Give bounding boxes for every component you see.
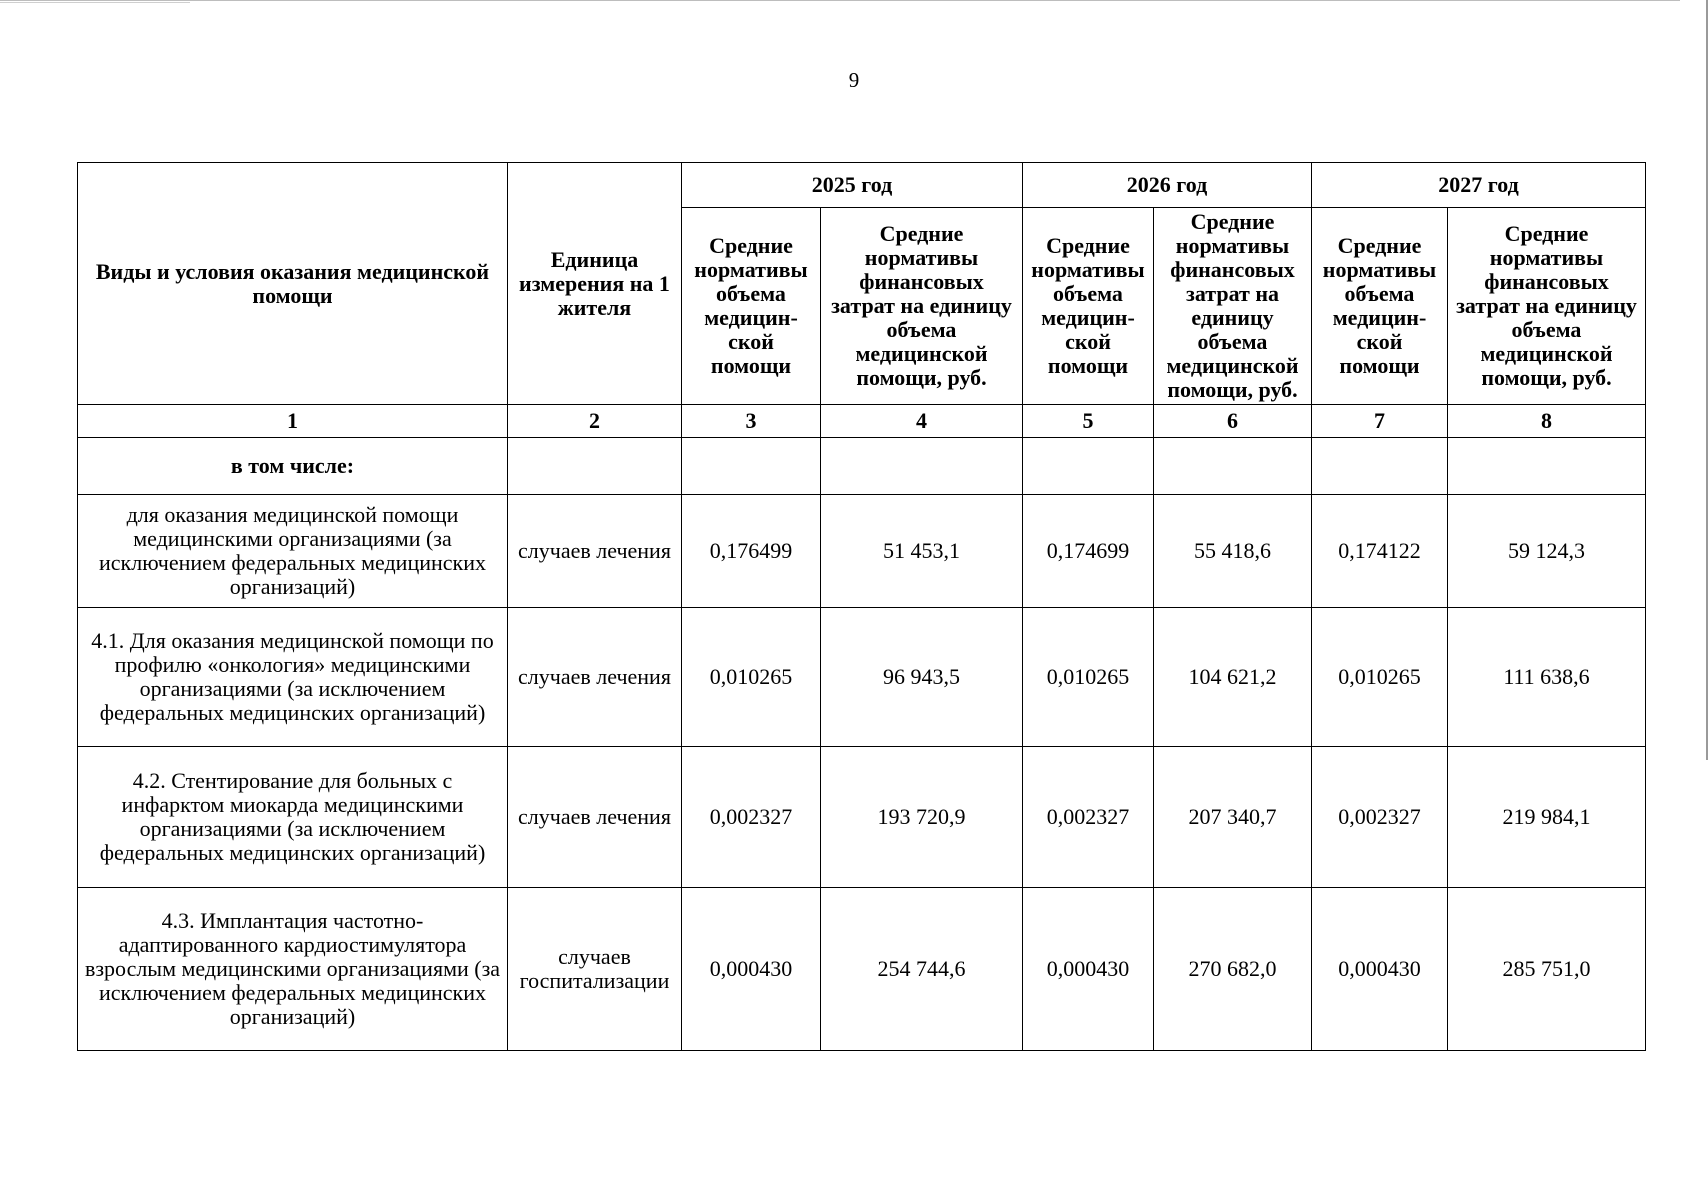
col-number-2: 2 [508, 405, 682, 438]
subtitle-label: в том числе: [78, 438, 508, 495]
cost-2026: 55 418,6 [1154, 495, 1312, 608]
scan-edge-top [0, 0, 1680, 1]
empty-cell [682, 438, 821, 495]
cost-2027: 59 124,3 [1448, 495, 1646, 608]
volume-2025: 0,000430 [682, 888, 821, 1051]
row-unit: случаев госпитализации [508, 888, 682, 1051]
row-name: 4.3. Имплантация частотно-адаптированного кардиостимулятора взрослым медицинскими организациями (за исключением федеральных медицинских организаций) [78, 888, 508, 1051]
volume-2025: 0,002327 [682, 747, 821, 888]
volume-2027: 0,010265 [1312, 608, 1448, 747]
header-cost-2026: Средние нормативы финансовых затрат на единицу объема медицинской помощи, руб. [1154, 208, 1312, 405]
volume-2026: 0,002327 [1023, 747, 1154, 888]
empty-cell [508, 438, 682, 495]
row-unit: случаев лечения [508, 747, 682, 888]
volume-2027: 0,002327 [1312, 747, 1448, 888]
subtitle-row [78, 438, 1646, 495]
scan-edge-top-fragment [0, 2, 190, 3]
page-number: 9 [848, 68, 860, 92]
cost-2025: 254 744,6 [821, 888, 1023, 1051]
row-name: для оказания медицинской помощи медицинскими организациями (за исключением федеральных медицинских организаций) [78, 495, 508, 608]
header-cost-2025: Средние нормативы финансовых затрат на единицу объема медицинской помощи, руб. [821, 208, 1023, 405]
header-volume-2027: Средние нормативы объема медицин-ской помощи [1312, 208, 1448, 405]
col-number-3: 3 [682, 405, 821, 438]
row-name: 4.2. Стентирование для больных с инфарктом миокарда медицинскими организациями (за исключением федеральных медицинских организаций) [78, 747, 508, 888]
cost-2026: 207 340,7 [1154, 747, 1312, 888]
header-row-years [78, 163, 1646, 208]
col-number-5: 5 [1023, 405, 1154, 438]
empty-cell [1023, 438, 1154, 495]
header-unit: Единица измерения на 1 жителя [508, 163, 682, 405]
header-volume-2025: Средние нормативы объема медицин-ской помощи [682, 208, 821, 405]
col-number-4: 4 [821, 405, 1023, 438]
empty-cell [1154, 438, 1312, 495]
volume-2025: 0,176499 [682, 495, 821, 608]
row-unit: случаев лечения [508, 495, 682, 608]
cost-2027: 285 751,0 [1448, 888, 1646, 1051]
cost-2025: 193 720,9 [821, 747, 1023, 888]
table-row [78, 747, 1646, 888]
col-number-8: 8 [1448, 405, 1646, 438]
volume-2025: 0,010265 [682, 608, 821, 747]
cost-2027: 111 638,6 [1448, 608, 1646, 747]
row-unit: случаев лечения [508, 608, 682, 747]
empty-cell [821, 438, 1023, 495]
cost-2027: 219 984,1 [1448, 747, 1646, 888]
col-number-1: 1 [78, 405, 508, 438]
header-year-2026: 2026 год [1023, 163, 1312, 208]
volume-2026: 0,000430 [1023, 888, 1154, 1051]
header-row-numbers [78, 405, 1646, 438]
cost-2025: 96 943,5 [821, 608, 1023, 747]
norms-table [77, 162, 1646, 1051]
header-year-2025: 2025 год [682, 163, 1023, 208]
header-year-2027: 2027 год [1312, 163, 1646, 208]
col-number-6: 6 [1154, 405, 1312, 438]
cost-2025: 51 453,1 [821, 495, 1023, 608]
row-name: 4.1. Для оказания медицинской помощи по профилю «онкология» медицинскими организациями (за исключением федеральных медицинских организаций) [78, 608, 508, 747]
cost-2026: 270 682,0 [1154, 888, 1312, 1051]
header-volume-2026: Средние нормативы объема медицин-ской помощи [1023, 208, 1154, 405]
volume-2027: 0,174122 [1312, 495, 1448, 608]
volume-2026: 0,010265 [1023, 608, 1154, 747]
header-cost-2027: Средние нормативы финансовых затрат на единицу объема медицинской помощи, руб. [1448, 208, 1646, 405]
volume-2026: 0,174699 [1023, 495, 1154, 608]
empty-cell [1312, 438, 1448, 495]
empty-cell [1448, 438, 1646, 495]
col-number-7: 7 [1312, 405, 1448, 438]
volume-2027: 0,000430 [1312, 888, 1448, 1051]
header-types-conditions: Виды и условия оказания медицинской помощи [78, 163, 508, 405]
table-row [78, 495, 1646, 608]
table-row [78, 888, 1646, 1051]
table-row [78, 608, 1646, 747]
cost-2026: 104 621,2 [1154, 608, 1312, 747]
